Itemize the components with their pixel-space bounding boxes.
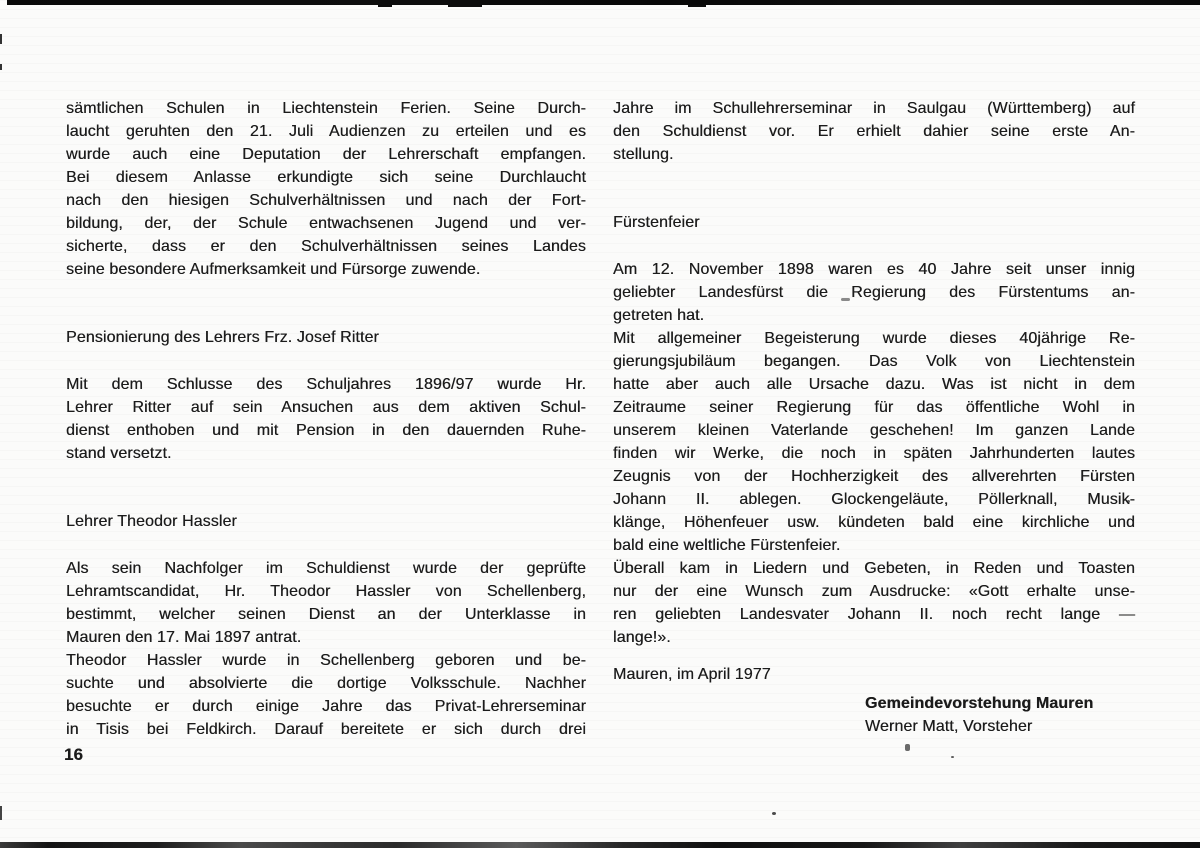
text-line: stellung.: [613, 146, 674, 163]
text-line: seine besondere Aufmerksamkeit und Fürsorge zuwende.: [66, 261, 481, 278]
scan-artifact: [772, 812, 776, 815]
text-line: Mit dem Schlusse des Schuljahres 1896/97 wurde Hr.: [66, 376, 586, 393]
text-line: bildung, der, der Schule entwachsenen Jugend und ver-: [66, 215, 586, 232]
right-column: [613, 97, 1135, 738]
left-column: [66, 97, 586, 741]
scan-artifact: [0, 806, 2, 820]
scan-artifact: [0, 64, 2, 70]
text-line: ren geliebten Landesvater Johann II. noch recht lange —: [613, 606, 1135, 623]
scan-artifact: [448, 5, 482, 7]
text-line: nach den hiesigen Schulverhältnissen und nach der Fort-: [66, 192, 586, 209]
text-line: Theodor Hassler wurde in Schellenberg geboren und be-: [66, 652, 586, 669]
paragraph: [613, 258, 1135, 649]
text-line: Als sein Nachfolger im Schuldienst wurde der geprüfte: [66, 560, 586, 577]
scan-artifact: [378, 5, 392, 7]
section-heading: [66, 510, 586, 533]
text-line: Fürstenfeier: [613, 214, 700, 231]
section-heading: [66, 326, 586, 349]
scan-edge-bottom: [0, 842, 1200, 848]
text-line: Mauren, im April 1977: [613, 666, 771, 683]
paragraph: [613, 97, 1135, 166]
text-line: Pensionierung des Lehrers Frz. Josef Ritter: [66, 329, 379, 346]
dateline: [613, 663, 1135, 686]
text-line: in Tisis bei Feldkirch. Darauf bereitete er sich durch drei: [66, 721, 586, 738]
text-line: dienst enthoben und mit Pension in den dauernden Ruhe-: [66, 422, 586, 439]
text-line: nur der eine Wunsch zum Ausdrucke: «Gott erhalte unse-: [613, 583, 1135, 600]
scan-artifact: [0, 34, 2, 44]
scan-artifact: [905, 744, 910, 751]
text-line: Überall kam in Liedern und Gebeten, in Reden und Toasten: [613, 560, 1135, 577]
text-line: Am 12. November 1898 waren es 40 Jahre seit unser innig: [613, 261, 1135, 278]
text-line: Lehrer Theodor Hassler: [66, 513, 237, 530]
section-heading: [613, 211, 1135, 234]
scan-artifact: [688, 5, 706, 7]
scan-artifact: [951, 756, 954, 758]
text-line: bald eine weltliche Fürstenfeier.: [613, 537, 841, 554]
text-line: hatte aber auch alle Ursache dazu. Was ist nicht in dem: [613, 376, 1135, 393]
text-line: suchte und absolvierte die dortige Volksschule. Nachher: [66, 675, 586, 692]
signature-block: [865, 692, 1135, 738]
paragraph: [66, 97, 586, 281]
text-line: Mit allgemeiner Begeisterung wurde dieses 40jährige Re-: [613, 330, 1135, 347]
text-line: gierungsjubiläum begangen. Das Volk von Liechtenstein: [613, 353, 1135, 370]
text-line: Gemeindevorstehung Mauren: [865, 695, 1094, 712]
text-line: wurde auch eine Deputation der Lehrerschaft empfangen.: [66, 146, 586, 163]
text-line: getreten hat.: [613, 307, 705, 324]
text-line: geliebter Landesfürst die Regierung des Fürstentums an-: [613, 284, 1135, 301]
text-line: klänge, Höhenfeuer usw. kündeten bald eine kirchliche und: [613, 514, 1135, 531]
text-line: Werner Matt, Vorsteher: [865, 718, 1033, 735]
text-line: sicherte, dass er den Schulverhältnissen seines Landes: [66, 238, 586, 255]
text-line: sämtlichen Schulen in Liechtenstein Ferien. Seine Durch-: [66, 100, 586, 117]
text-line: Mauren den 17. Mai 1897 antrat.: [66, 629, 302, 646]
paragraph: [66, 373, 586, 465]
text-line: Lehrer Ritter auf sein Ansuchen aus dem aktiven Schul-: [66, 399, 586, 416]
text-line: Johann II. ablegen. Glockengeläute, Pöllerknall, Musik-: [613, 491, 1135, 508]
text-line: Jahre im Schullehrerseminar in Saulgau (Württemberg) auf: [613, 100, 1135, 117]
text-line: besuchte er durch einige Jahre das Privat-Lehrerseminar: [66, 698, 586, 715]
text-line: Lehramtscandidat, Hr. Theodor Hassler von Schellenberg,: [66, 583, 586, 600]
text-line: unserem kleinen Vaterlande geschehen! Im ganzen Lande: [613, 422, 1135, 439]
text-line: laucht geruhten den 21. Juli Audienzen zu erteilen und es: [66, 123, 586, 140]
scan-edge-top: [7, 0, 1200, 5]
text-line: Zeugnis von der Hochherzigkeit des allverehrten Fürsten: [613, 468, 1135, 485]
text-line: den Schuldienst vor. Er erhielt dahier seine erste An-: [613, 123, 1135, 140]
text-line: bestimmt, welcher seinen Dienst an der Unterklasse in: [66, 606, 586, 623]
text-line: Bei diesem Anlasse erkundigte sich seine Durchlaucht: [66, 169, 586, 186]
page-number: 16: [64, 745, 83, 764]
text-line: finden wir Werke, die noch in späten Jahrhunderten lautes: [613, 445, 1135, 462]
paragraph: [66, 557, 586, 741]
text-line: stand versetzt.: [66, 445, 172, 462]
text-line: Zeitraume seiner Regierung für das öffentliche Wohl in: [613, 399, 1135, 416]
text-line: lange!».: [613, 629, 671, 646]
